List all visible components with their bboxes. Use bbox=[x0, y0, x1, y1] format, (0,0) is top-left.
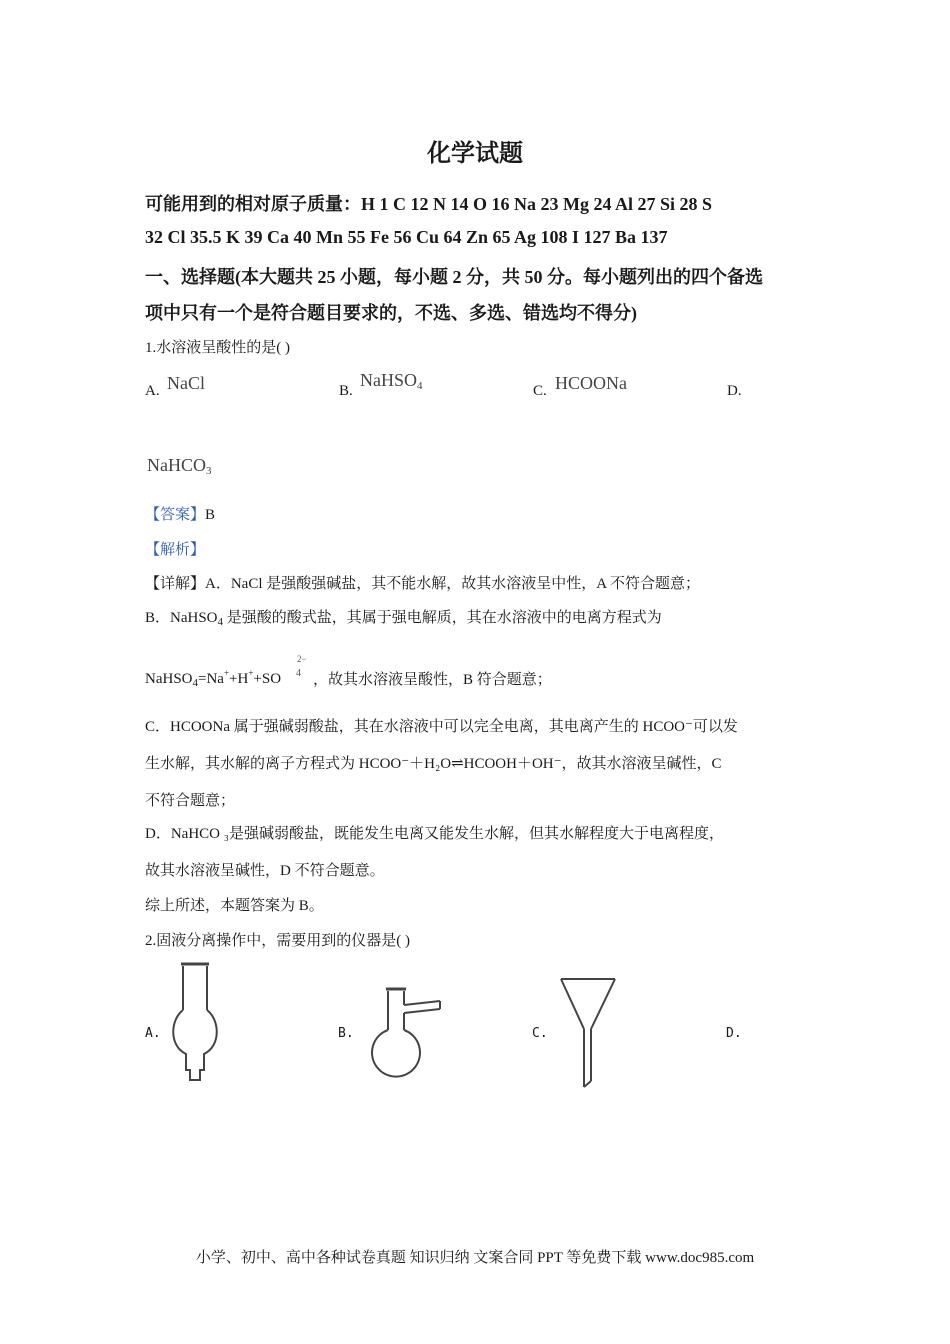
detail-c-line-3: 不符合题意； bbox=[145, 793, 236, 809]
distillation-flask-icon bbox=[362, 985, 447, 1085]
q1-option-b-formula: NaHSO$_4$ bbox=[360, 370, 423, 392]
detail-d-line-2: 故其水溶液呈碱性，D 不符合题意。 bbox=[145, 863, 385, 879]
analysis-tag: 【解析】 bbox=[145, 542, 206, 558]
answer-line bbox=[145, 503, 215, 524]
ionization-equation: NaHSO$_4$=Na++H++SO bbox=[145, 668, 282, 689]
question-1-stem: 1.水溶液呈酸性的是( ) bbox=[145, 340, 290, 356]
q1-option-a-letter: A. bbox=[145, 383, 160, 399]
section-heading-line-2: 项中只有一个是符合题目要求的，不选、多选、错选均不得分) bbox=[145, 303, 637, 323]
answer-tag: 【答案】 bbox=[145, 507, 206, 523]
atomic-mass-line-1: 可能用到的相对原子质量：H 1 C 12 N 14 O 16 Na 23 Mg 24 Al 27 Si 28 S bbox=[145, 194, 713, 214]
q2-option-d-letter: D. bbox=[726, 1026, 742, 1041]
q1-option-d-letter: D. bbox=[727, 383, 742, 399]
detail-d-line-1: D．NaHCO ₃是强碱弱酸盐，既能发生电离又能发生水解，但其水解程度大于电离程度， bbox=[145, 826, 724, 842]
q1-option-c-formula: HCOONa bbox=[555, 373, 627, 393]
question-2-stem: 2.固液分离操作中，需要用到的仪器是( ) bbox=[145, 933, 410, 949]
page-footer: 小学、初中、高中各种试卷真题 知识归纳 文案合同 PPT 等免费下载 www.doc985.com bbox=[195, 1250, 755, 1266]
detail-c-line-2: 生水解，其水解的离子方程式为 HCOO⁻＋H₂O⇌HCOOH＋OH⁻，故其水溶液呈碱性，C bbox=[145, 756, 722, 772]
answer-value: B bbox=[205, 507, 216, 523]
q2-option-c-letter: C. bbox=[532, 1026, 548, 1041]
atomic-mass-line-2: 32 Cl 35.5 K 39 Ca 40 Mn 55 Fe 56 Cu 64 Zn 65 Ag 108 I 127 Ba 137 bbox=[145, 227, 668, 247]
detail-b: B．NaHSO$_4$ 是强酸的酸式盐，其属于强电解质，其在水溶液中的电离方程式为 bbox=[145, 610, 662, 628]
summary: 综上所述，本题答案为 B。 bbox=[145, 898, 324, 914]
section-heading-line-1: 一、选择题(本大题共 25 小题，每小题 2 分，共 50 分。每小题列出的四个备选 bbox=[145, 267, 763, 287]
funnel-icon bbox=[558, 975, 618, 1093]
equation-conclusion: ，故其水溶液呈酸性，B 符合题意； bbox=[313, 672, 552, 688]
q1-option-a-formula: NaCl bbox=[167, 373, 205, 393]
detail-a: 【详解】A．NaCl 是强酸强碱盐，其不能水解，故其水溶液呈中性，A 不符合题意； bbox=[145, 576, 701, 592]
sulfate-index: 4 bbox=[296, 668, 301, 679]
q2-option-b-letter: B. bbox=[338, 1026, 354, 1041]
q1-option-b-letter: B. bbox=[339, 383, 353, 399]
sulfate-charge: 2− bbox=[297, 654, 307, 664]
q1-option-c-letter: C. bbox=[533, 383, 547, 399]
volumetric-flask-icon bbox=[160, 958, 220, 1088]
page-title: 化学试题 bbox=[427, 141, 523, 167]
detail-c-line-1: C．HCOONa 属于强碱弱酸盐，其在水溶液中可以完全电离，其电离产生的 HCOO⁻可以发 bbox=[145, 719, 738, 735]
q2-option-a-letter: A. bbox=[145, 1026, 161, 1041]
q1-option-d-formula: NaHCO$_3$ bbox=[147, 455, 212, 477]
